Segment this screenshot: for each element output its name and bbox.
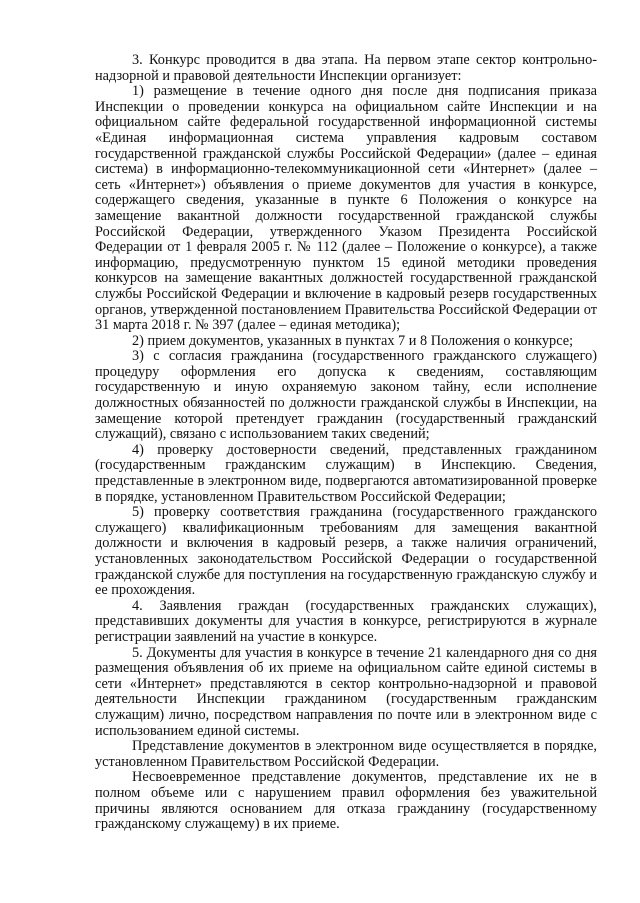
paragraph-4: 4. Заявления граждан (государственных гражданских служащих), представивших документы для участия в конкурсе, регистрируются в журнале регистрации заявлений на участие в конкурсе. (95, 597, 597, 645)
paragraph-3-3: 3) с согласия гражданина (государственного гражданского служащего) процедуру оформления его допуска к сведениям, составляющим государственную и иную охраняемую законом тайну, если исполнение должностных обязанностей по должности гражданской службы в Инспекции, на замещение которой претендует гражданин (государственный гражданский служащий), связано с использованием таких сведений; (95, 348, 597, 443)
document-body (95, 53, 597, 833)
paragraph-3-2: 2) прием документов, указанных в пунктах 7 и 8 Положения о конкурсе; (132, 332, 574, 349)
paragraph-3-4: 4) проверку достоверности сведений, представленных гражданином (государственным гражданским служащим) в Инспекцию. Сведения, представленные в электронном виде, подвергаются автоматизированной проверке в порядке, установленном Правительством Российской Федерации; (95, 441, 597, 505)
paragraph-5: 5. Документы для участия в конкурсе в течение 21 календарного дня со дня размещения объявления об их приеме на официальном сайте единой системы в сети «Интернет» представляются в сектор контрольно-надзорной и правовой деятельности Инспекции гражданином (государственным гражданским служащим) лично, посредством направления по почте или в электронном виде с использованием единой системы. (95, 644, 597, 739)
paragraph-3-1: 1) размещение в течение одного дня после дня подписания приказа Инспекции о проведении конкурса на официальном сайте Инспекции и на официальном сайте федеральной государственной информационной системы «Единая информационная система управления кадровым составом государственной гражданской службы Российской Федерации» (далее – единая система) в информационно-телекоммуникационной сети «Интернет» (далее – сеть «Интернет») объявления о приеме документов для участия в конкурсе, содержащего сведения, указанные в пункте 6 Положения о конкурсе на замещение вакантной должности государственной гражданской службы Российской Федерации, утвержденного Указом Президента Российской Федерации от 1 февраля 2005 г. № 112 (далее – Положение о конкурсе), а также информацию, предусмотренную пунктом 15 единой методики проведения конкурсов на замещение вакантных должностей государственной гражданской службы Российской Федерации и включение в кадровый резерв государственных органов, утвержденной постановлением Правительства Российской Федерации от 31 марта 2018 г. № 397 (далее – единая методика); (95, 83, 597, 334)
paragraph-3-5: 5) проверку соответствия гражданина (государственного гражданского служащего) квалификационным требованиям для замещения вакантной должности и включения в кадровый резерв, а также наличия ограничений, установленных законодательством Российской Федерации о государственной гражданской службе для поступления на государственную гражданскую службу и ее прохождения. (95, 504, 597, 599)
paragraph-3: 3. Конкурс проводится в два этапа. На первом этапе сектор контрольно-надзорной и правовой деятельности Инспекции организует: (95, 52, 597, 84)
paragraph-5-electronic: Представление документов в электронном виде осуществляется в порядке, установленном Правительством Российской Федерации. (95, 738, 597, 770)
paragraph-5-refusal: Несвоевременное представление документов, представление их не в полном объеме или с нарушением правил оформления без уважительной причины являются основанием для отказа гражданину (государственному гражданскому служащему) в их приеме. (95, 769, 597, 833)
